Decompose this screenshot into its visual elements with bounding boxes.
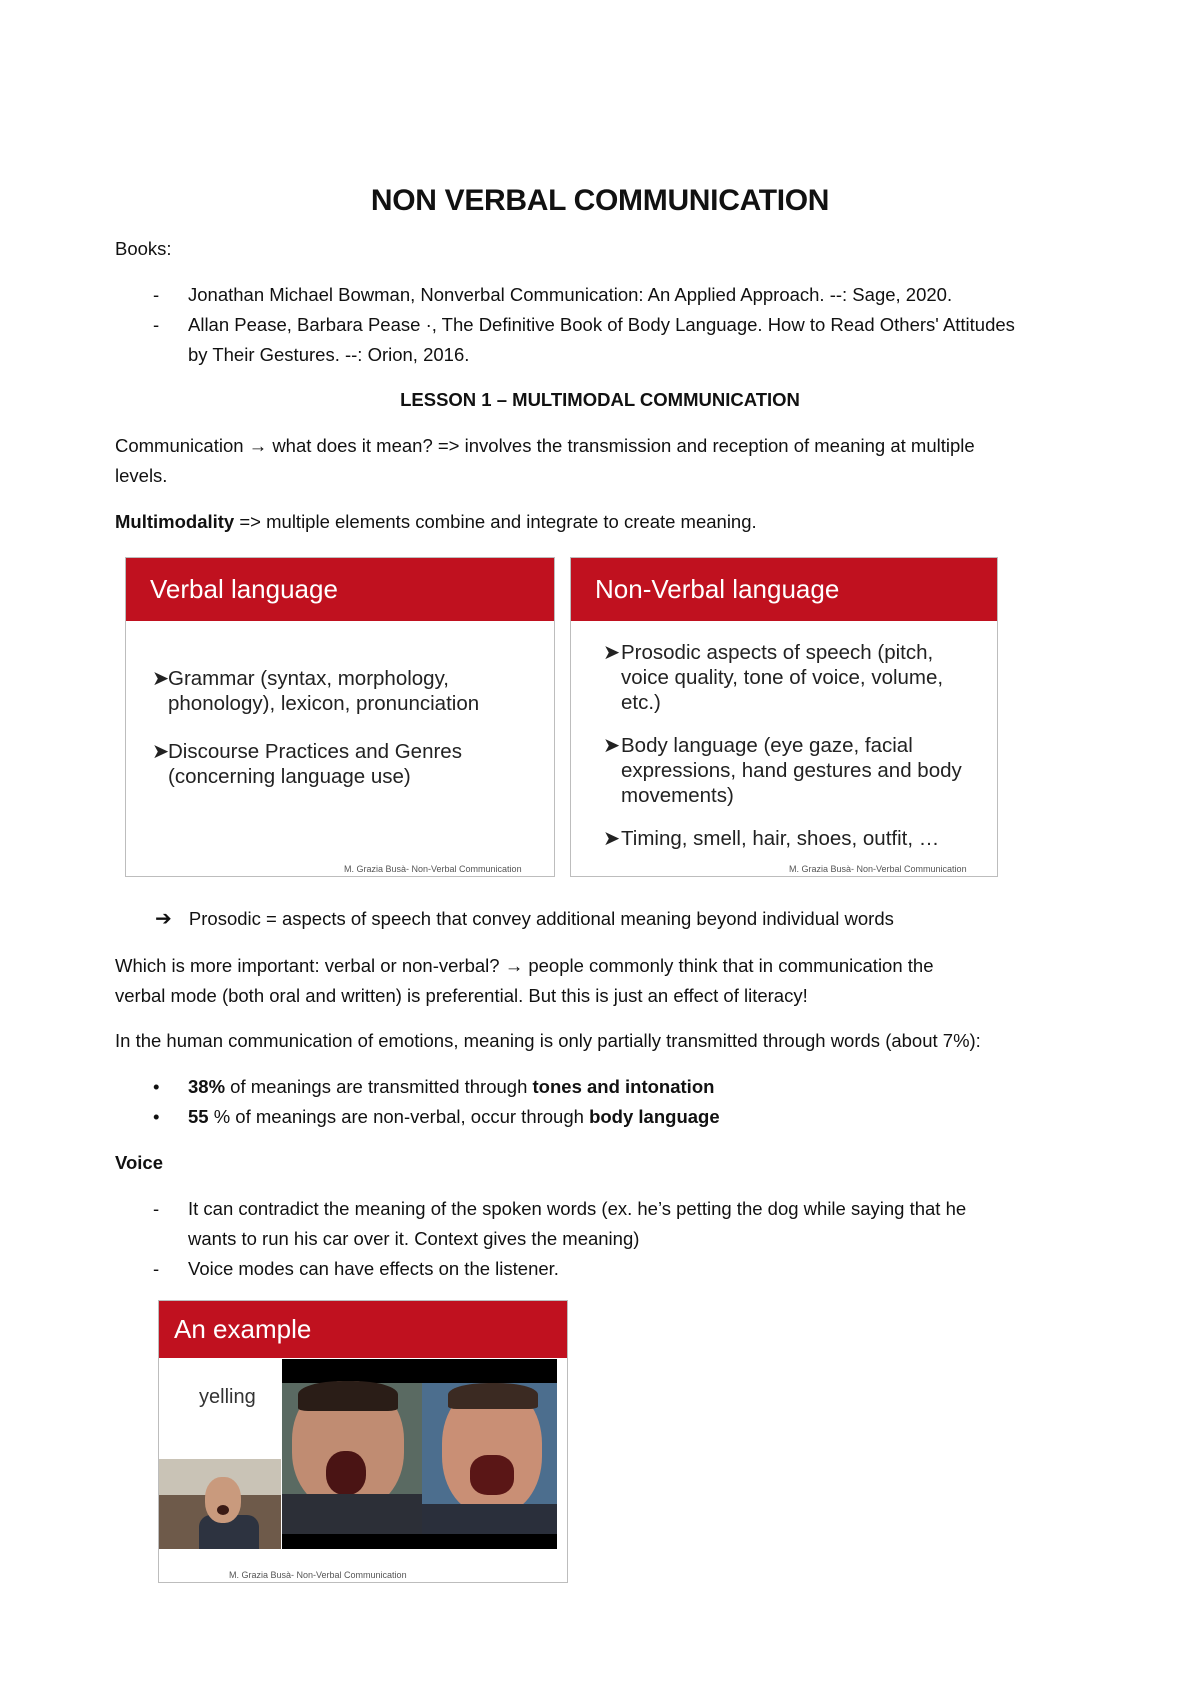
voice-item: Voice modes can have effects on the listener. (188, 1258, 559, 1279)
bullet-dot-icon: • (153, 1106, 160, 1127)
list-dash: - (153, 1258, 160, 1279)
lesson-heading: LESSON 1 – MULTIMODAL COMMUNICATION (400, 389, 800, 410)
bullet-dot-icon: • (153, 1076, 160, 1097)
book-item: Jonathan Michael Bowman, Nonverbal Communication: An Applied Approach. --: Sage, 2020. (188, 284, 953, 305)
slide-bullet: ➤ Grammar (syntax, morphology, phonology), lexicon, pronunciation (152, 667, 480, 715)
bullet-item: 55 % of meanings are non-verbal, occur through body language (188, 1106, 720, 1127)
bullet-arrow-icon: ➤ (603, 734, 621, 757)
page-title: NON VERBAL COMMUNICATION (370, 184, 830, 217)
paragraph-communication: Communication → what does it mean? => involves the transmission and reception of meaning at multiple (115, 435, 975, 456)
bullet-arrow-icon: ➤ (152, 667, 170, 690)
paragraph-communication-cont: levels. (115, 465, 168, 486)
photo-yelling-man-office (159, 1459, 281, 1549)
slide-header: An example (159, 1301, 567, 1358)
bullet-item: 38% of meanings are transmitted through tones and intonation (188, 1076, 715, 1097)
book-item: Allan Pease, Barbara Pease ·, The Definitive Book of Body Language. How to Read Others' Attitudes (188, 314, 1015, 335)
paragraph-which-cont: verbal mode (both oral and written) is preferential. But this is just an effect of literacy! (115, 985, 808, 1006)
slide-footer: M. Grazia Busà- Non-Verbal Communication (344, 864, 522, 874)
slide-bullet: ➤ Prosodic aspects of speech (pitch, voice quality, tone of voice, volume, etc.) (603, 641, 944, 714)
slide-header: Verbal language (126, 558, 554, 621)
slide-nonverbal-language (570, 557, 998, 877)
slide-footer: M. Grazia Busà- Non-Verbal Communication (789, 864, 967, 874)
paragraph-human: In the human communication of emotions, meaning is only partially transmitted through words (about 7%): (115, 1030, 981, 1051)
slide-footer: M. Grazia Busà- Non-Verbal Communication (229, 1570, 407, 1580)
slide-example (158, 1300, 568, 1583)
slide-header: Non-Verbal language (571, 558, 997, 621)
slide-bullet: ➤ Timing, smell, hair, shoes, outfit, … (603, 827, 940, 850)
paragraph-which: Which is more important: verbal or non-verbal? → people commonly think that in communication the (115, 955, 934, 976)
slide-bullet: ➤ Body language (eye gaze, facial expressions, hand gestures and body movements) (603, 734, 962, 807)
slide-verbal-language (125, 557, 555, 877)
bullet-arrow-icon: ➤ (603, 827, 621, 850)
bullet-arrow-icon: ➤ (152, 740, 170, 763)
slide-label-yelling: yelling (199, 1386, 256, 1408)
list-dash: - (153, 1198, 160, 1219)
voice-item: It can contradict the meaning of the spoken words (ex. he’s petting the dog while saying that he (188, 1198, 967, 1219)
bullet-arrow-icon: ➤ (603, 641, 621, 664)
book-item-continued: by Their Gestures. --: Orion, 2016. (188, 344, 470, 365)
books-label: Books: (115, 238, 172, 259)
arrow-right-icon: → (248, 435, 268, 456)
voice-heading: Voice (115, 1152, 163, 1173)
photo-yelling-faces (282, 1359, 557, 1549)
paragraph-multimodality: Multimodality => multiple elements combine and integrate to create meaning. (115, 511, 757, 532)
arrow-right-icon: → (504, 955, 524, 976)
voice-item-continued: wants to run his car over it. Context gives the meaning) (188, 1228, 640, 1249)
slide-bullet: ➤ Discourse Practices and Genres (concerning language use) (152, 740, 462, 788)
list-dash: - (153, 314, 160, 335)
list-dash: - (153, 284, 160, 305)
prosodic-line: ➔ Prosodic = aspects of speech that convey additional meaning beyond individual words (155, 908, 894, 930)
thick-arrow-icon: ➔ (155, 908, 172, 930)
